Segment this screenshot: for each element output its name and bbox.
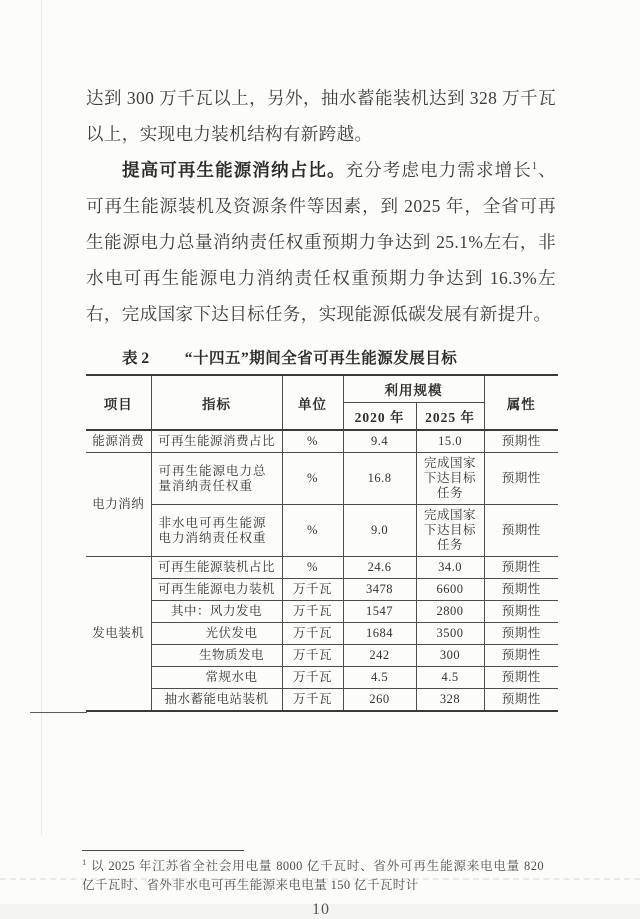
table-row bbox=[86, 557, 558, 579]
cell-unit: % bbox=[282, 430, 343, 453]
cell-unit: 万千瓦 bbox=[282, 645, 343, 667]
cell-2020: 1547 bbox=[343, 601, 416, 623]
header-year-2020: 2020 年 bbox=[343, 403, 416, 431]
cell-2025: 3500 bbox=[416, 623, 484, 645]
table-body bbox=[86, 430, 558, 711]
footnote-text bbox=[82, 857, 544, 894]
cell-attribute: 预期性 bbox=[484, 623, 558, 645]
cell-indicator: 可再生能源消费占比 bbox=[151, 430, 282, 453]
cell-unit: % bbox=[282, 505, 343, 557]
table-caption bbox=[86, 346, 556, 372]
header-unit: 单位 bbox=[282, 375, 343, 430]
paragraph-lead-bold: 提高可再生能源消纳占比。 bbox=[122, 160, 346, 180]
paragraph-text: 、可再生能源装机及资源条件等因素，到 2025 年，全省可再生能源电力总量消纳责任权重预期力争达到 25.1%左右，非水电可再生能源电力消纳责任权重预期力争达到 16.3%左右，完成国家下达目标任务，实现能源低碳发展有新提升。 bbox=[86, 160, 556, 324]
cell-attribute: 预期性 bbox=[484, 557, 558, 579]
cell-2020: 9.4 bbox=[343, 430, 416, 453]
cell-2025: 34.0 bbox=[416, 557, 484, 579]
cell-attribute: 预期性 bbox=[484, 667, 558, 689]
footnote-number: 1 bbox=[82, 856, 87, 867]
cell-unit: 万千瓦 bbox=[282, 579, 343, 601]
cell-2020: 4.5 bbox=[343, 667, 416, 689]
table-title: “十四五”期间全省可再生能源发展目标 bbox=[184, 350, 458, 367]
cell-2020: 260 bbox=[343, 689, 416, 712]
header-utilization-scale: 利用规模 bbox=[343, 375, 484, 403]
cell-2020: 24.6 bbox=[343, 557, 416, 579]
cell-unit: 万千瓦 bbox=[282, 623, 343, 645]
cell-unit: 万千瓦 bbox=[282, 689, 343, 712]
page-number: 10 bbox=[312, 901, 330, 918]
cell-indicator: 可再生能源电力总量消纳责任权重 bbox=[151, 453, 282, 505]
scan-edge-artifact bbox=[41, 0, 42, 835]
cell-unit: 万千瓦 bbox=[282, 667, 343, 689]
renewable-energy-targets-table bbox=[86, 374, 558, 712]
footnote-reference-mark: 1 bbox=[531, 161, 538, 173]
cell-2025: 2800 bbox=[416, 601, 484, 623]
paragraph-consumption-target bbox=[86, 152, 556, 332]
cell-2020: 9.0 bbox=[343, 505, 416, 557]
cell-2025: 完成国家下达目标任务 bbox=[416, 453, 484, 505]
cell-2025: 15.0 bbox=[416, 430, 484, 453]
cell-2025: 6600 bbox=[416, 579, 484, 601]
cell-indicator: 光伏发电 bbox=[151, 623, 282, 645]
cell-2025: 4.5 bbox=[416, 667, 484, 689]
table-row bbox=[86, 601, 558, 623]
header-project: 项目 bbox=[86, 375, 151, 430]
cell-2020: 1684 bbox=[343, 623, 416, 645]
cell-attribute: 预期性 bbox=[484, 689, 558, 712]
cell-2020: 3478 bbox=[343, 579, 416, 601]
group-energy-consumption: 能源消费 bbox=[86, 430, 151, 453]
cell-indicator: 生物质发电 bbox=[151, 645, 282, 667]
cell-2025: 300 bbox=[416, 645, 484, 667]
table-wrapper bbox=[86, 374, 556, 712]
header-indicator: 指标 bbox=[151, 375, 282, 430]
cell-attribute: 预期性 bbox=[484, 453, 558, 505]
cell-attribute: 预期性 bbox=[484, 601, 558, 623]
table-header bbox=[86, 375, 558, 430]
cell-unit: % bbox=[282, 557, 343, 579]
header-row-1 bbox=[86, 375, 558, 403]
paragraph-text: 充分考虑电力需求增长 bbox=[345, 160, 532, 180]
table-row bbox=[86, 579, 558, 601]
table-row bbox=[86, 645, 558, 667]
group-generation-capacity: 发电装机 bbox=[86, 557, 151, 712]
cell-2025: 328 bbox=[416, 689, 484, 712]
cell-attribute: 预期性 bbox=[484, 579, 558, 601]
cell-indicator: 抽水蓄能电站装机 bbox=[151, 689, 282, 712]
table-row bbox=[86, 667, 558, 689]
table-bottom-line-artifact bbox=[30, 712, 87, 713]
table-row bbox=[86, 689, 558, 712]
cell-indicator: 常规水电 bbox=[151, 667, 282, 689]
header-year-2025: 2025 年 bbox=[416, 403, 484, 431]
table-row bbox=[86, 430, 558, 453]
cell-unit: 万千瓦 bbox=[282, 601, 343, 623]
cell-indicator: 非水电可再生能源电力消纳责任权重 bbox=[151, 505, 282, 557]
cell-attribute: 预期性 bbox=[484, 505, 558, 557]
cell-attribute: 预期性 bbox=[484, 430, 558, 453]
table-row bbox=[86, 505, 558, 557]
cell-indicator: 可再生能源电力装机 bbox=[151, 579, 282, 601]
cell-unit: % bbox=[282, 453, 343, 505]
cell-2025: 完成国家下达目标任务 bbox=[416, 505, 484, 557]
group-power-consumption: 电力消纳 bbox=[86, 453, 151, 557]
paragraph-continuation: 达到 300 万千瓦以上，另外，抽水蓄能装机达到 328 万千瓦以上，实现电力装机结构有新跨越。 bbox=[86, 88, 556, 144]
table-label: 表 2 bbox=[122, 350, 150, 367]
table-row bbox=[86, 623, 558, 645]
cell-attribute: 预期性 bbox=[484, 645, 558, 667]
cell-indicator: 可再生能源装机占比 bbox=[151, 557, 282, 579]
cell-2020: 242 bbox=[343, 645, 416, 667]
footnote-separator bbox=[82, 850, 244, 851]
cell-2020: 16.8 bbox=[343, 453, 416, 505]
footnote-body: 以 2025 年江苏省全社会用电量 8000 亿千瓦时、省外可再生能源来电电量 820 亿千瓦时、省外非水电可再生能源来电电量 150 亿千瓦时计 bbox=[82, 859, 544, 892]
footnote bbox=[82, 850, 556, 894]
table-row bbox=[86, 453, 558, 505]
page-content bbox=[82, 80, 556, 919]
cell-indicator: 其中：风力发电 bbox=[151, 601, 282, 623]
header-attribute: 属性 bbox=[484, 375, 558, 430]
